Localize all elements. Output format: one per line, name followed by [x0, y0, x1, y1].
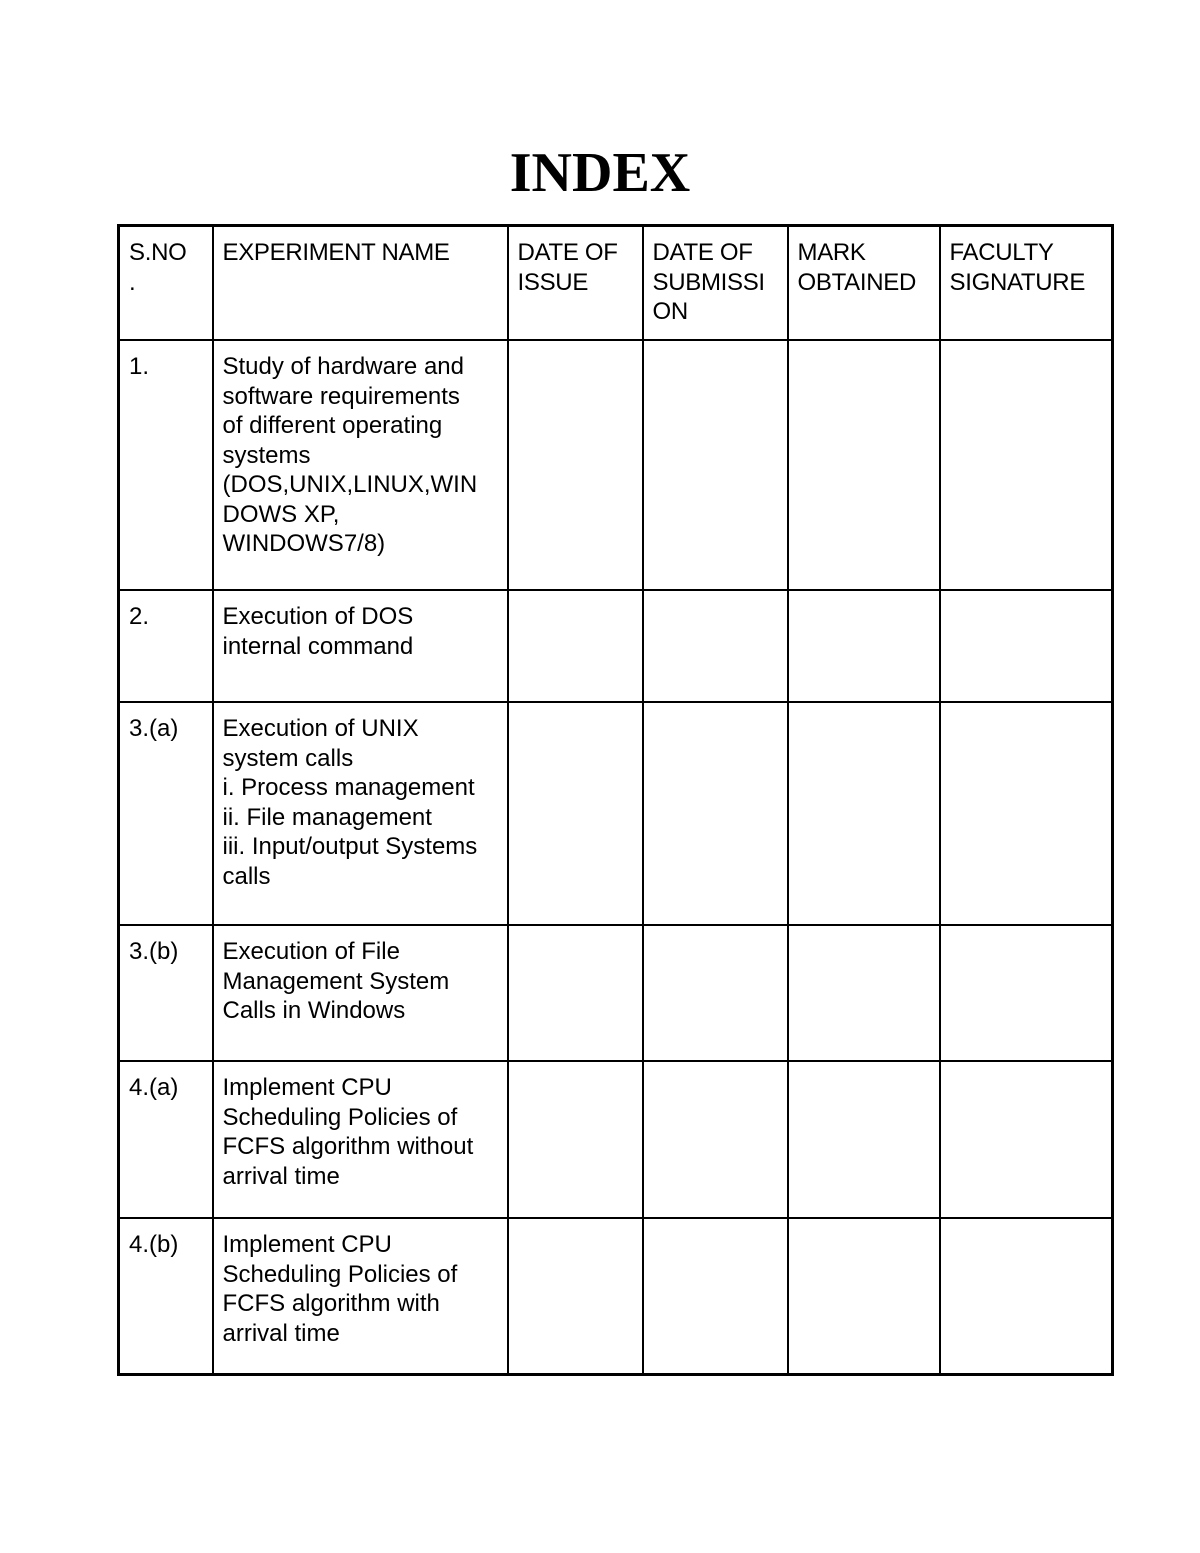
header-experiment-name: EXPERIMENT NAME: [213, 226, 508, 341]
cell-experiment-name: Execution of File Management System Calls in Windows: [213, 925, 508, 1061]
table-row: [119, 1218, 1113, 1375]
cell-date-of-issue: [508, 1218, 643, 1375]
cell-faculty-signature: [940, 340, 1113, 590]
cell-date-of-issue: [508, 925, 643, 1061]
cell-faculty-signature: [940, 1218, 1113, 1375]
cell-sno: 1.: [119, 340, 213, 590]
cell-sno: 4.(a): [119, 1061, 213, 1218]
header-date-of-submission: DATE OF SUBMISSI ON: [643, 226, 788, 341]
cell-experiment-name: Implement CPU Scheduling Policies of FCFS algorithm with arrival time: [213, 1218, 508, 1375]
cell-mark-obtained: [788, 702, 940, 925]
header-mark-obtained: MARK OBTAINED: [788, 226, 940, 341]
cell-experiment-name: Implement CPU Scheduling Policies of FCFS algorithm without arrival time: [213, 1061, 508, 1218]
cell-date-of-issue: [508, 590, 643, 702]
cell-date-of-submission: [643, 1061, 788, 1218]
cell-date-of-submission: [643, 590, 788, 702]
table-header-row: [119, 226, 1113, 341]
cell-date-of-issue: [508, 1061, 643, 1218]
cell-date-of-submission: [643, 1218, 788, 1375]
header-date-of-issue: DATE OF ISSUE: [508, 226, 643, 341]
index-table: [117, 224, 1114, 1376]
cell-date-of-issue: [508, 340, 643, 590]
cell-sno: 3.(b): [119, 925, 213, 1061]
cell-mark-obtained: [788, 590, 940, 702]
page-title: INDEX: [509, 142, 691, 204]
cell-sno: 2.: [119, 590, 213, 702]
cell-faculty-signature: [940, 1061, 1113, 1218]
table-row: [119, 1061, 1113, 1218]
table-row: [119, 590, 1113, 702]
cell-mark-obtained: [788, 1218, 940, 1375]
cell-date-of-submission: [643, 340, 788, 590]
cell-date-of-submission: [643, 702, 788, 925]
cell-mark-obtained: [788, 1061, 940, 1218]
table-row: [119, 925, 1113, 1061]
cell-experiment-name: Execution of UNIX system calls i. Process management ii. File management iii. Input/output Systems calls: [213, 702, 508, 925]
table-row: [119, 702, 1113, 925]
cell-faculty-signature: [940, 590, 1113, 702]
header-sno: S.NO .: [119, 226, 213, 341]
table-row: [119, 340, 1113, 590]
header-faculty-signature: FACULTY SIGNATURE: [940, 226, 1113, 341]
cell-date-of-submission: [643, 925, 788, 1061]
cell-faculty-signature: [940, 702, 1113, 925]
cell-sno: 3.(a): [119, 702, 213, 925]
cell-mark-obtained: [788, 340, 940, 590]
cell-faculty-signature: [940, 925, 1113, 1061]
cell-sno: 4.(b): [119, 1218, 213, 1375]
cell-experiment-name: Execution of DOS internal command: [213, 590, 508, 702]
cell-experiment-name: Study of hardware and software requirements of different operating systems (DOS,UNIX,LINUX,WIN DOWS XP, WINDOWS7/8): [213, 340, 508, 590]
cell-mark-obtained: [788, 925, 940, 1061]
cell-date-of-issue: [508, 702, 643, 925]
